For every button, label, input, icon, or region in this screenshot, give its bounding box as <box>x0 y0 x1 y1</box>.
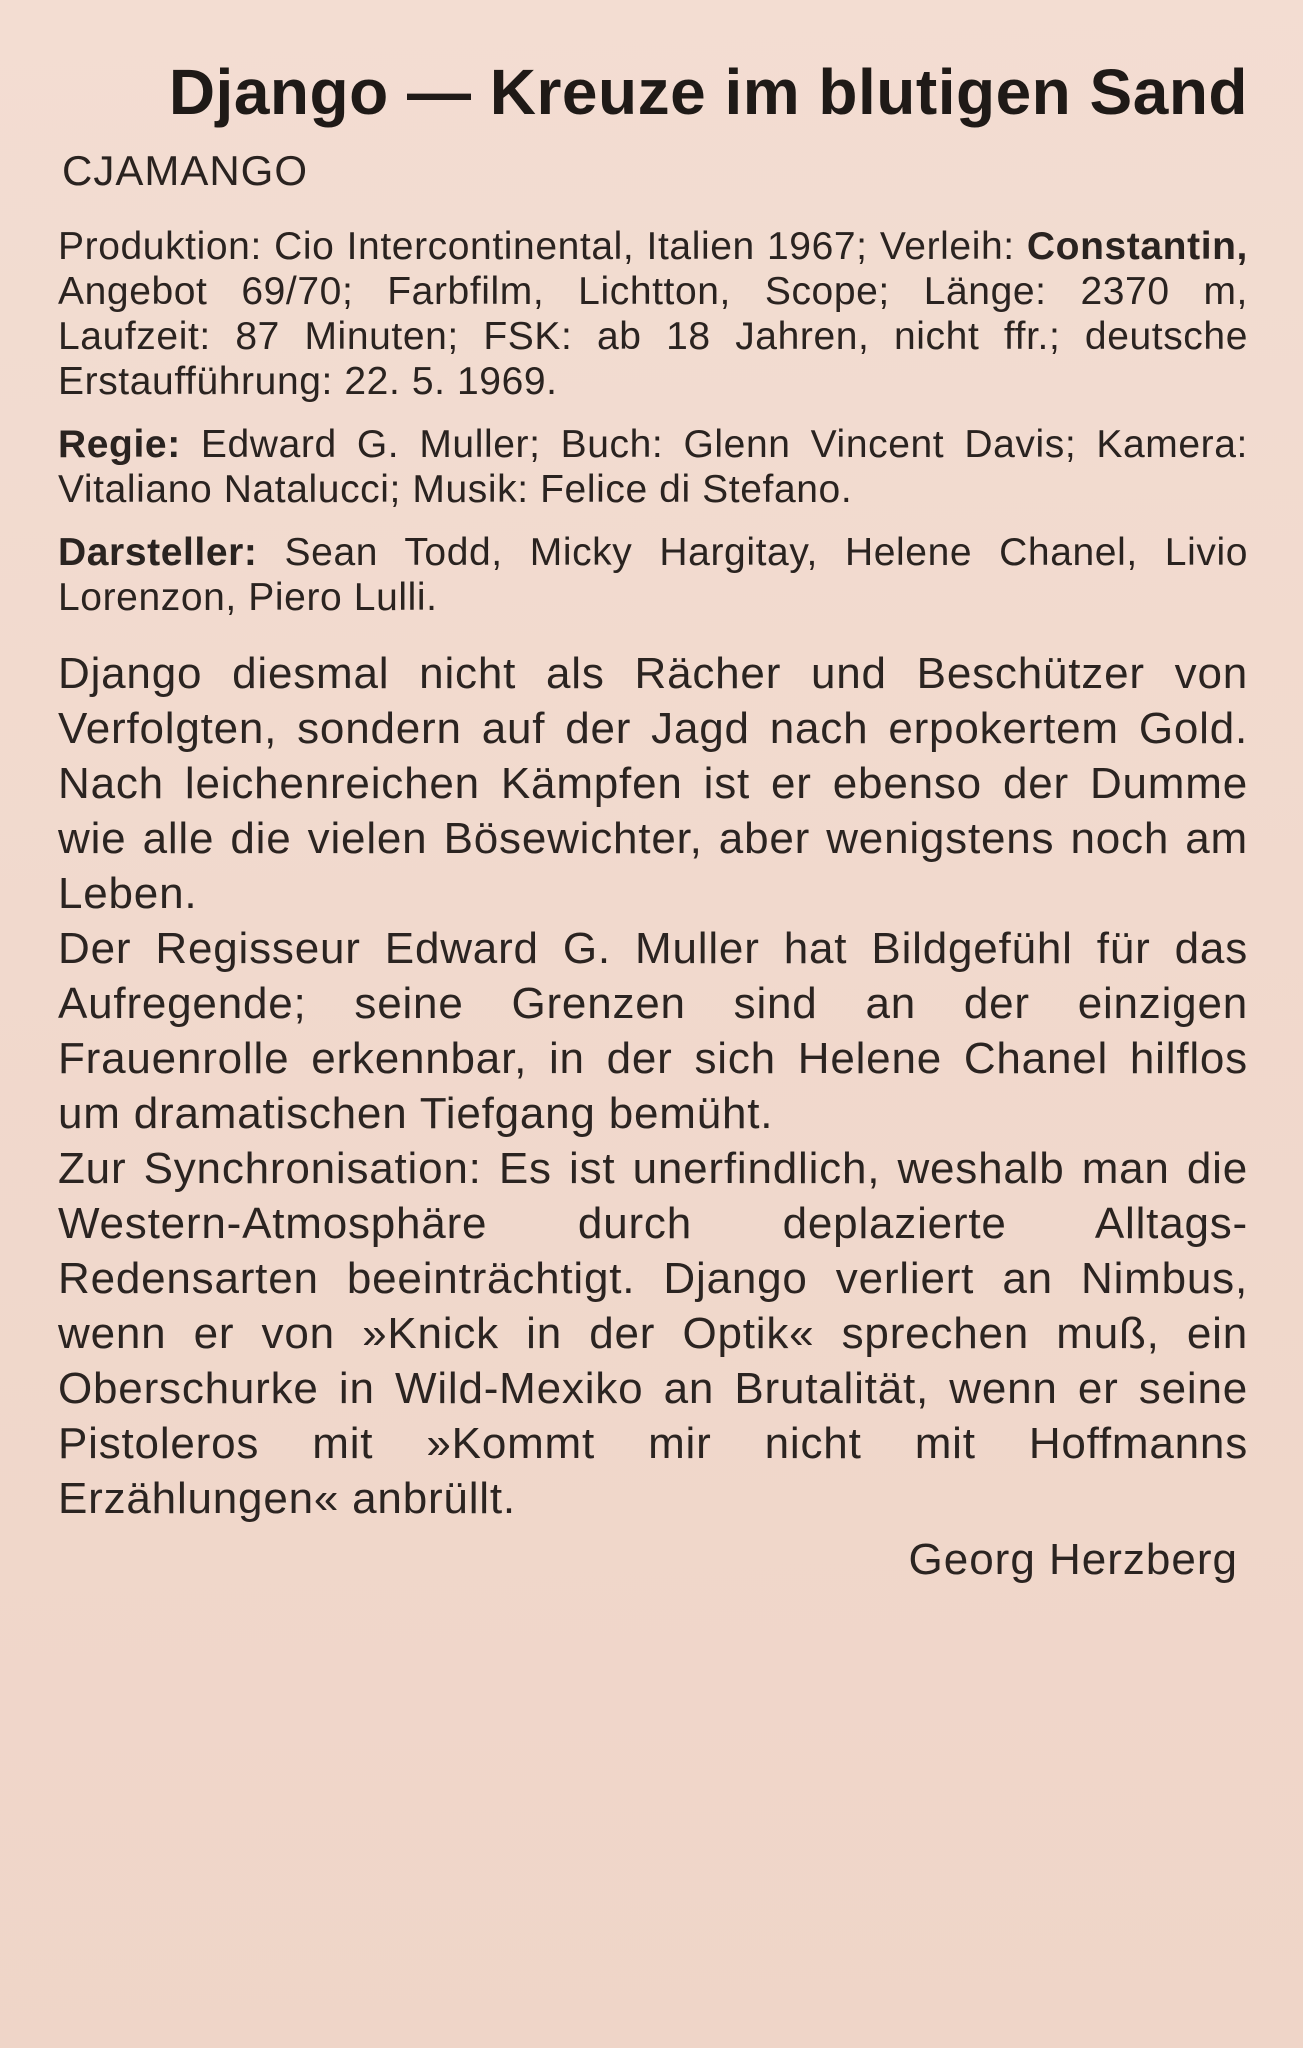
review-paragraph: Der Regisseur Edward G. Muller hat Bildgefühl für das Aufregende; seine Grenzen sind an der einzigen Frauenrolle erkennbar, in der sich Helene Chanel hilflos um dramatischen Tiefgang bemüht. <box>58 924 1248 1138</box>
crew-label: Regie: <box>58 423 181 466</box>
film-review-card <box>58 52 1248 1996</box>
distributor-name: Constantin, <box>1026 225 1248 268</box>
credits-block <box>58 224 1248 620</box>
production-rest: Angebot 69/70; Farbfilm, Lichtton, Scope; Länge: 2370 m, Laufzeit: 87 Minuten; FSK: ab 18 Jahren, nicht ffr.; deutsche Erstaufführung: 22. 5. 1969. <box>58 270 1248 403</box>
review-body <box>58 646 1248 1526</box>
production-text: Produktion: Cio Intercontinental, Italien 1967; Verleih: <box>58 225 1027 268</box>
review-paragraph: Zur Synchronisation: Es ist unerfindlich, weshalb man die Western-Atmosphäre durch deplazierte Alltags-Redensarten beeinträchtigt. Django verliert an Nimbus, wenn er von »Knick in der Optik« sprechen muß, ein Oberschurke in Wild-Mexiko an Brutalität, wenn er seine Pistoleros mit »Kommt mir nicht mit Hoffmanns Erzählungen« anbrüllt. <box>58 1144 1248 1523</box>
production-info <box>58 224 1248 404</box>
crew-info <box>58 422 1248 512</box>
review-paragraph: Django diesmal nicht als Rächer und Beschützer von Verfolgten, sondern auf der Jagd nach erpokertem Gold. Nach leichenreichen Kämpfen ist er ebenso der Dumme wie alle die vielen Bösewichter, aber wenigstens noch am Leben. <box>58 649 1248 918</box>
cast-label: Darsteller: <box>58 531 258 574</box>
cast-info <box>58 530 1248 620</box>
cast-text: Sean Todd, Micky Hargitay, Helene Chanel, Livio Lorenzon, Piero Lulli. <box>58 531 1248 619</box>
crew-text: Edward G. Muller; Buch: Glenn Vincent Davis; Kamera: Vitaliano Natalucci; Musik: Felice di Stefano. <box>58 423 1248 511</box>
review-author: Georg Herzberg <box>908 1535 1238 1584</box>
original-title: CJAMANGO <box>62 147 309 194</box>
film-title: Django — Kreuze im blutigen Sand <box>168 56 1248 128</box>
